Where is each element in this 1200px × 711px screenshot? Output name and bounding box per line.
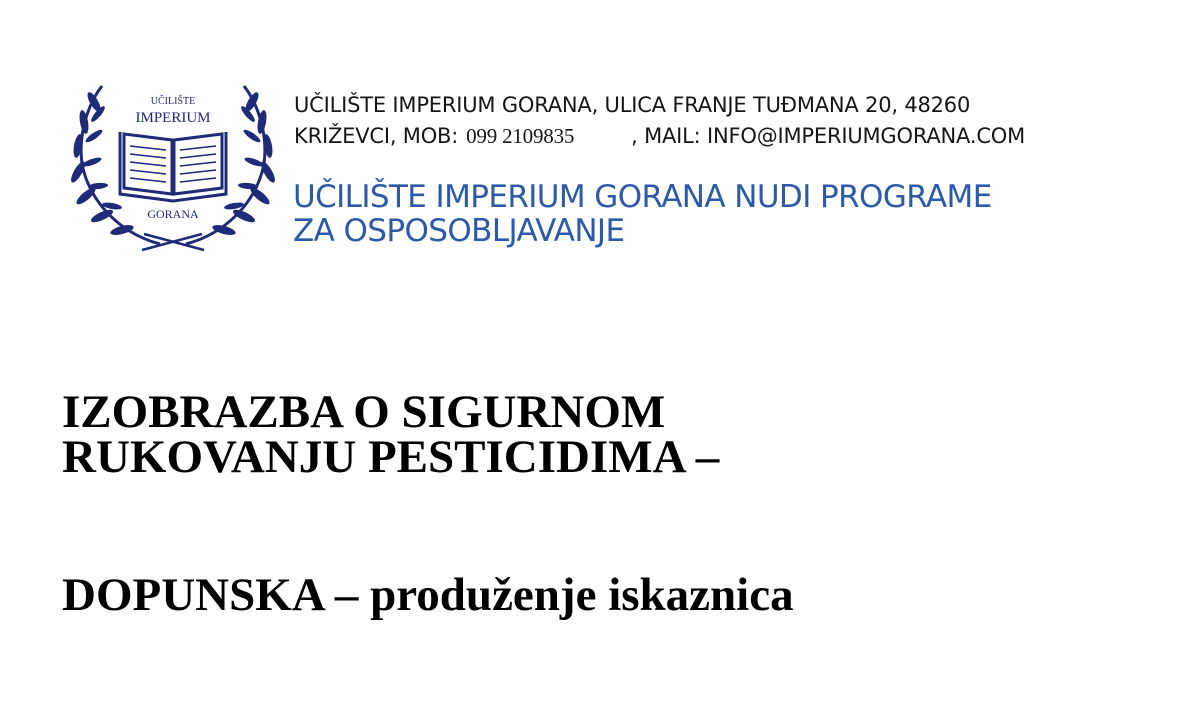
address-line: UČILIŠTE IMPERIUM GORANA, ULICA FRANJE TUĐMANA 20, 48260: [294, 93, 971, 117]
contact-mail: , MAIL: INFO@IMPERIUMGORANA.COM: [631, 124, 1026, 148]
contact-line: [294, 124, 1025, 149]
logo: [62, 74, 284, 256]
title-line-1: IZOBRAZBA O SIGURNOM: [62, 386, 666, 438]
title-line-2: RUKOVANJU PESTICIDIMA –: [62, 431, 720, 483]
tagline: [293, 180, 992, 248]
contact-prefix: KRIŽEVCI, MOB:: [294, 124, 459, 148]
document-title: [62, 386, 720, 483]
logo-middle-text: IMPERIUM: [135, 110, 211, 126]
logo-top-text: UČILIŠTE: [150, 96, 196, 107]
document-subtitle: DOPUNSKA – produženje iskaznica: [62, 569, 794, 621]
tagline-line-1: UČILIŠTE IMPERIUM GORANA NUDI PROGRAME: [293, 179, 992, 215]
mobile-number: 099 2109835: [466, 124, 575, 148]
tagline-line-2: ZA OSPOSOBLJAVANJE: [293, 213, 625, 249]
laurel-book-emblem-icon: [62, 74, 284, 256]
logo-bottom-text: GORANA: [147, 207, 199, 221]
